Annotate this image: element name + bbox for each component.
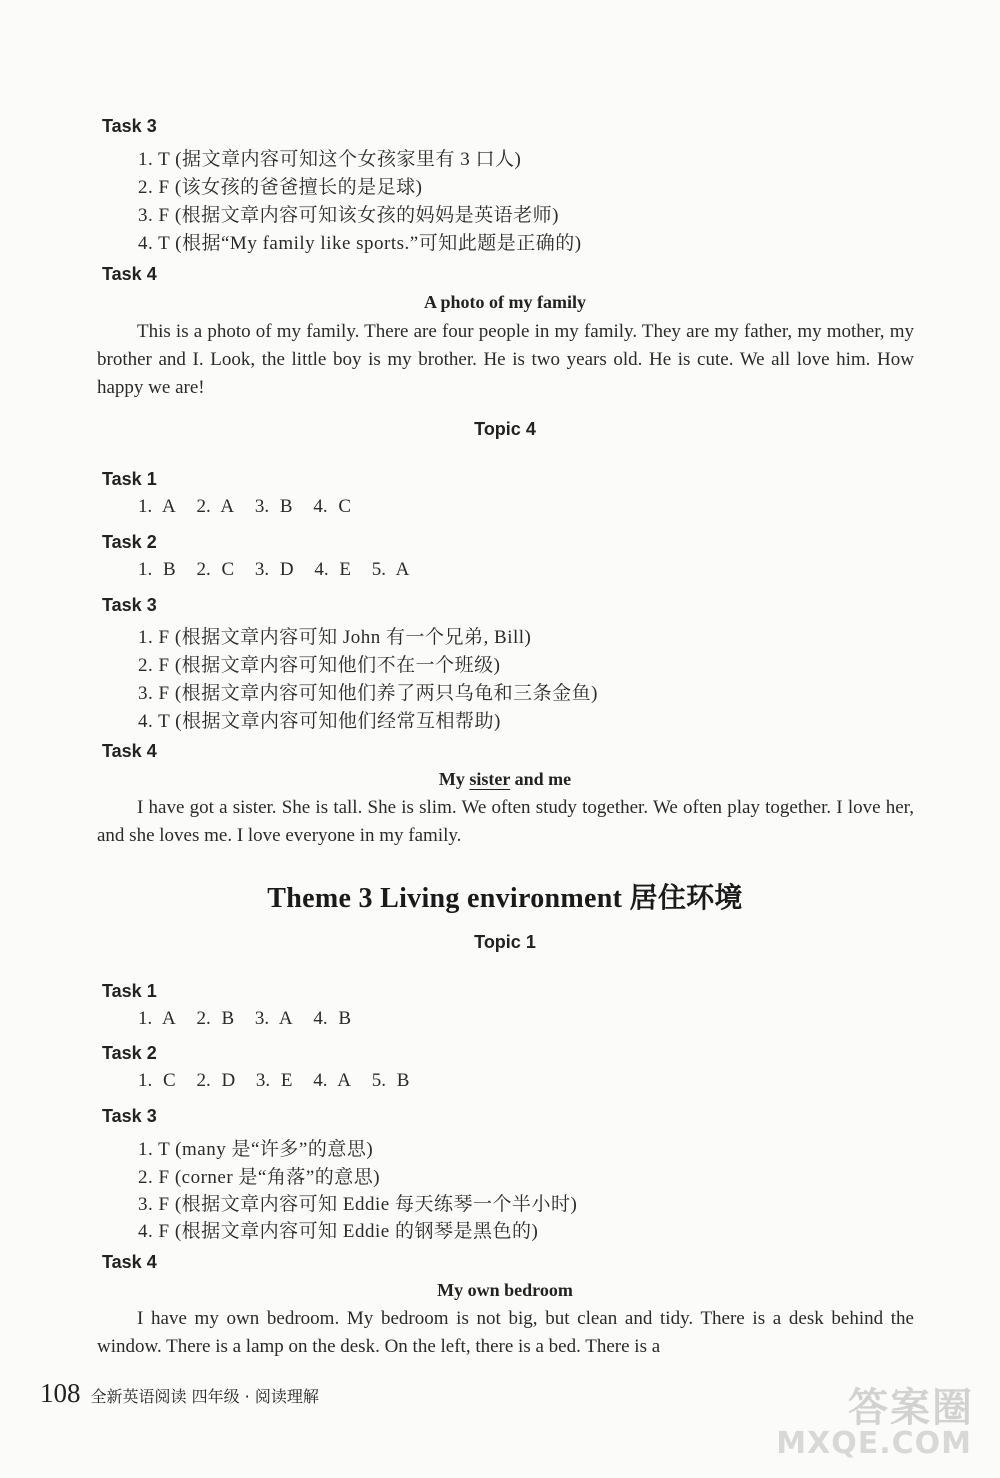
task-heading: Task 3 bbox=[102, 595, 157, 615]
choice-answer: 2. A bbox=[196, 496, 235, 517]
choice-answers bbox=[138, 1070, 419, 1092]
task-heading: Task 4 bbox=[102, 264, 157, 284]
answer-item: 1. T (many 是“许多”的意思) bbox=[138, 1139, 374, 1160]
theme-title: Theme 3 Living environment 居住环境 bbox=[267, 883, 743, 914]
choice-answer: 1. B bbox=[138, 559, 176, 580]
topic-heading: Topic 4 bbox=[474, 419, 536, 439]
task-heading: Task 1 bbox=[102, 469, 157, 489]
page-footer bbox=[40, 1378, 319, 1409]
passage-text: I have got a sister. She is tall. She is slim. We often study together. We often play together. I love her, and she loves me. I love everyone in my family. bbox=[97, 797, 914, 846]
choice-answer: 2. D bbox=[196, 1070, 236, 1091]
answer-item: 4. T (根据“My family like sports.”可知此题是正确的) bbox=[138, 233, 582, 254]
book-title: 全新英语阅读 四年级 · 阅读理解 bbox=[90, 1387, 319, 1406]
passage-text: This is a photo of my family. There are four people in my family. They are my father, my mother, my brother and I. Look, the little boy is my brother. He is two years old. He is cute. We all love him. How happy we are! bbox=[97, 321, 914, 398]
choice-answer: 3. B bbox=[254, 496, 293, 517]
choice-answer: 4. B bbox=[313, 1008, 351, 1029]
choice-answer: 2. C bbox=[196, 559, 235, 580]
watermark-logo bbox=[762, 1376, 982, 1468]
task-heading: Task 2 bbox=[102, 532, 157, 552]
choice-answer: 2. B bbox=[196, 1008, 235, 1029]
passage-title-underlined: sister bbox=[469, 769, 511, 789]
passage-title bbox=[0, 769, 1000, 790]
choice-answer: 3. E bbox=[255, 1070, 293, 1091]
watermark-text: 答案圈 bbox=[848, 1385, 974, 1431]
answer-item: 1. F (根据文章内容可知 John 有一个兄弟, Bill) bbox=[138, 627, 532, 648]
choice-answer: 3. D bbox=[254, 559, 294, 580]
answer-item: 2. F (corner 是“角落”的意思) bbox=[138, 1167, 381, 1188]
choice-answer: 4. A bbox=[313, 1070, 351, 1091]
task-heading: Task 1 bbox=[102, 981, 157, 1001]
answer-item: 2. F (根据文章内容可知他们不在一个班级) bbox=[138, 655, 501, 676]
answer-item: 1. T (据文章内容可知这个女孩家里有 3 口人) bbox=[138, 149, 522, 170]
answer-item: 3. F (根据文章内容可知该女孩的妈妈是英语老师) bbox=[138, 205, 559, 226]
choice-answer: 4. C bbox=[313, 496, 351, 517]
choice-answer: 1. A bbox=[138, 1008, 176, 1029]
task-heading: Task 2 bbox=[102, 1043, 157, 1063]
choice-answer: 1. C bbox=[138, 1070, 176, 1091]
task-heading: Task 4 bbox=[102, 741, 157, 761]
watermark-url: MXQE.COM bbox=[776, 1426, 972, 1461]
passage-title-start: My bbox=[438, 769, 470, 789]
passage-text: I have my own bedroom. My bedroom is not big, but clean and tidy. There is a desk behind the window. There is a lamp on the desk. On the left, there is a bed. There is a bbox=[97, 1308, 914, 1357]
passage-title: My own bedroom bbox=[437, 1280, 573, 1300]
answer-item: 3. F (根据文章内容可知 Eddie 每天练琴一个半小时) bbox=[138, 1194, 578, 1215]
task-heading: Task 3 bbox=[102, 1106, 157, 1126]
answer-item: 4. T (根据文章内容可知他们经常互相帮助) bbox=[138, 711, 501, 732]
choice-answers bbox=[138, 559, 419, 581]
answer-item: 3. F (根据文章内容可知他们养了两只乌龟和三条金鱼) bbox=[138, 683, 598, 704]
choice-answer: 4. E bbox=[314, 559, 351, 580]
choice-answer: 3. A bbox=[254, 1008, 293, 1029]
topic-heading: Topic 1 bbox=[474, 932, 536, 952]
page-number: 108 bbox=[40, 1378, 81, 1408]
answer-item: 2. F (该女孩的爸爸擅长的是足球) bbox=[138, 177, 423, 198]
choice-answer: 5. A bbox=[371, 559, 410, 580]
passage-title-end: and me bbox=[510, 769, 572, 789]
task-heading: Task 4 bbox=[102, 1252, 157, 1272]
task-heading: Task 3 bbox=[102, 116, 157, 136]
choice-answers bbox=[138, 496, 361, 518]
choice-answers bbox=[138, 1008, 361, 1030]
passage-title: A photo of my family bbox=[424, 292, 586, 312]
choice-answer: 5. B bbox=[371, 1070, 410, 1091]
answer-item: 4. F (根据文章内容可知 Eddie 的钢琴是黑色的) bbox=[138, 1221, 539, 1242]
choice-answer: 1. A bbox=[138, 496, 176, 517]
